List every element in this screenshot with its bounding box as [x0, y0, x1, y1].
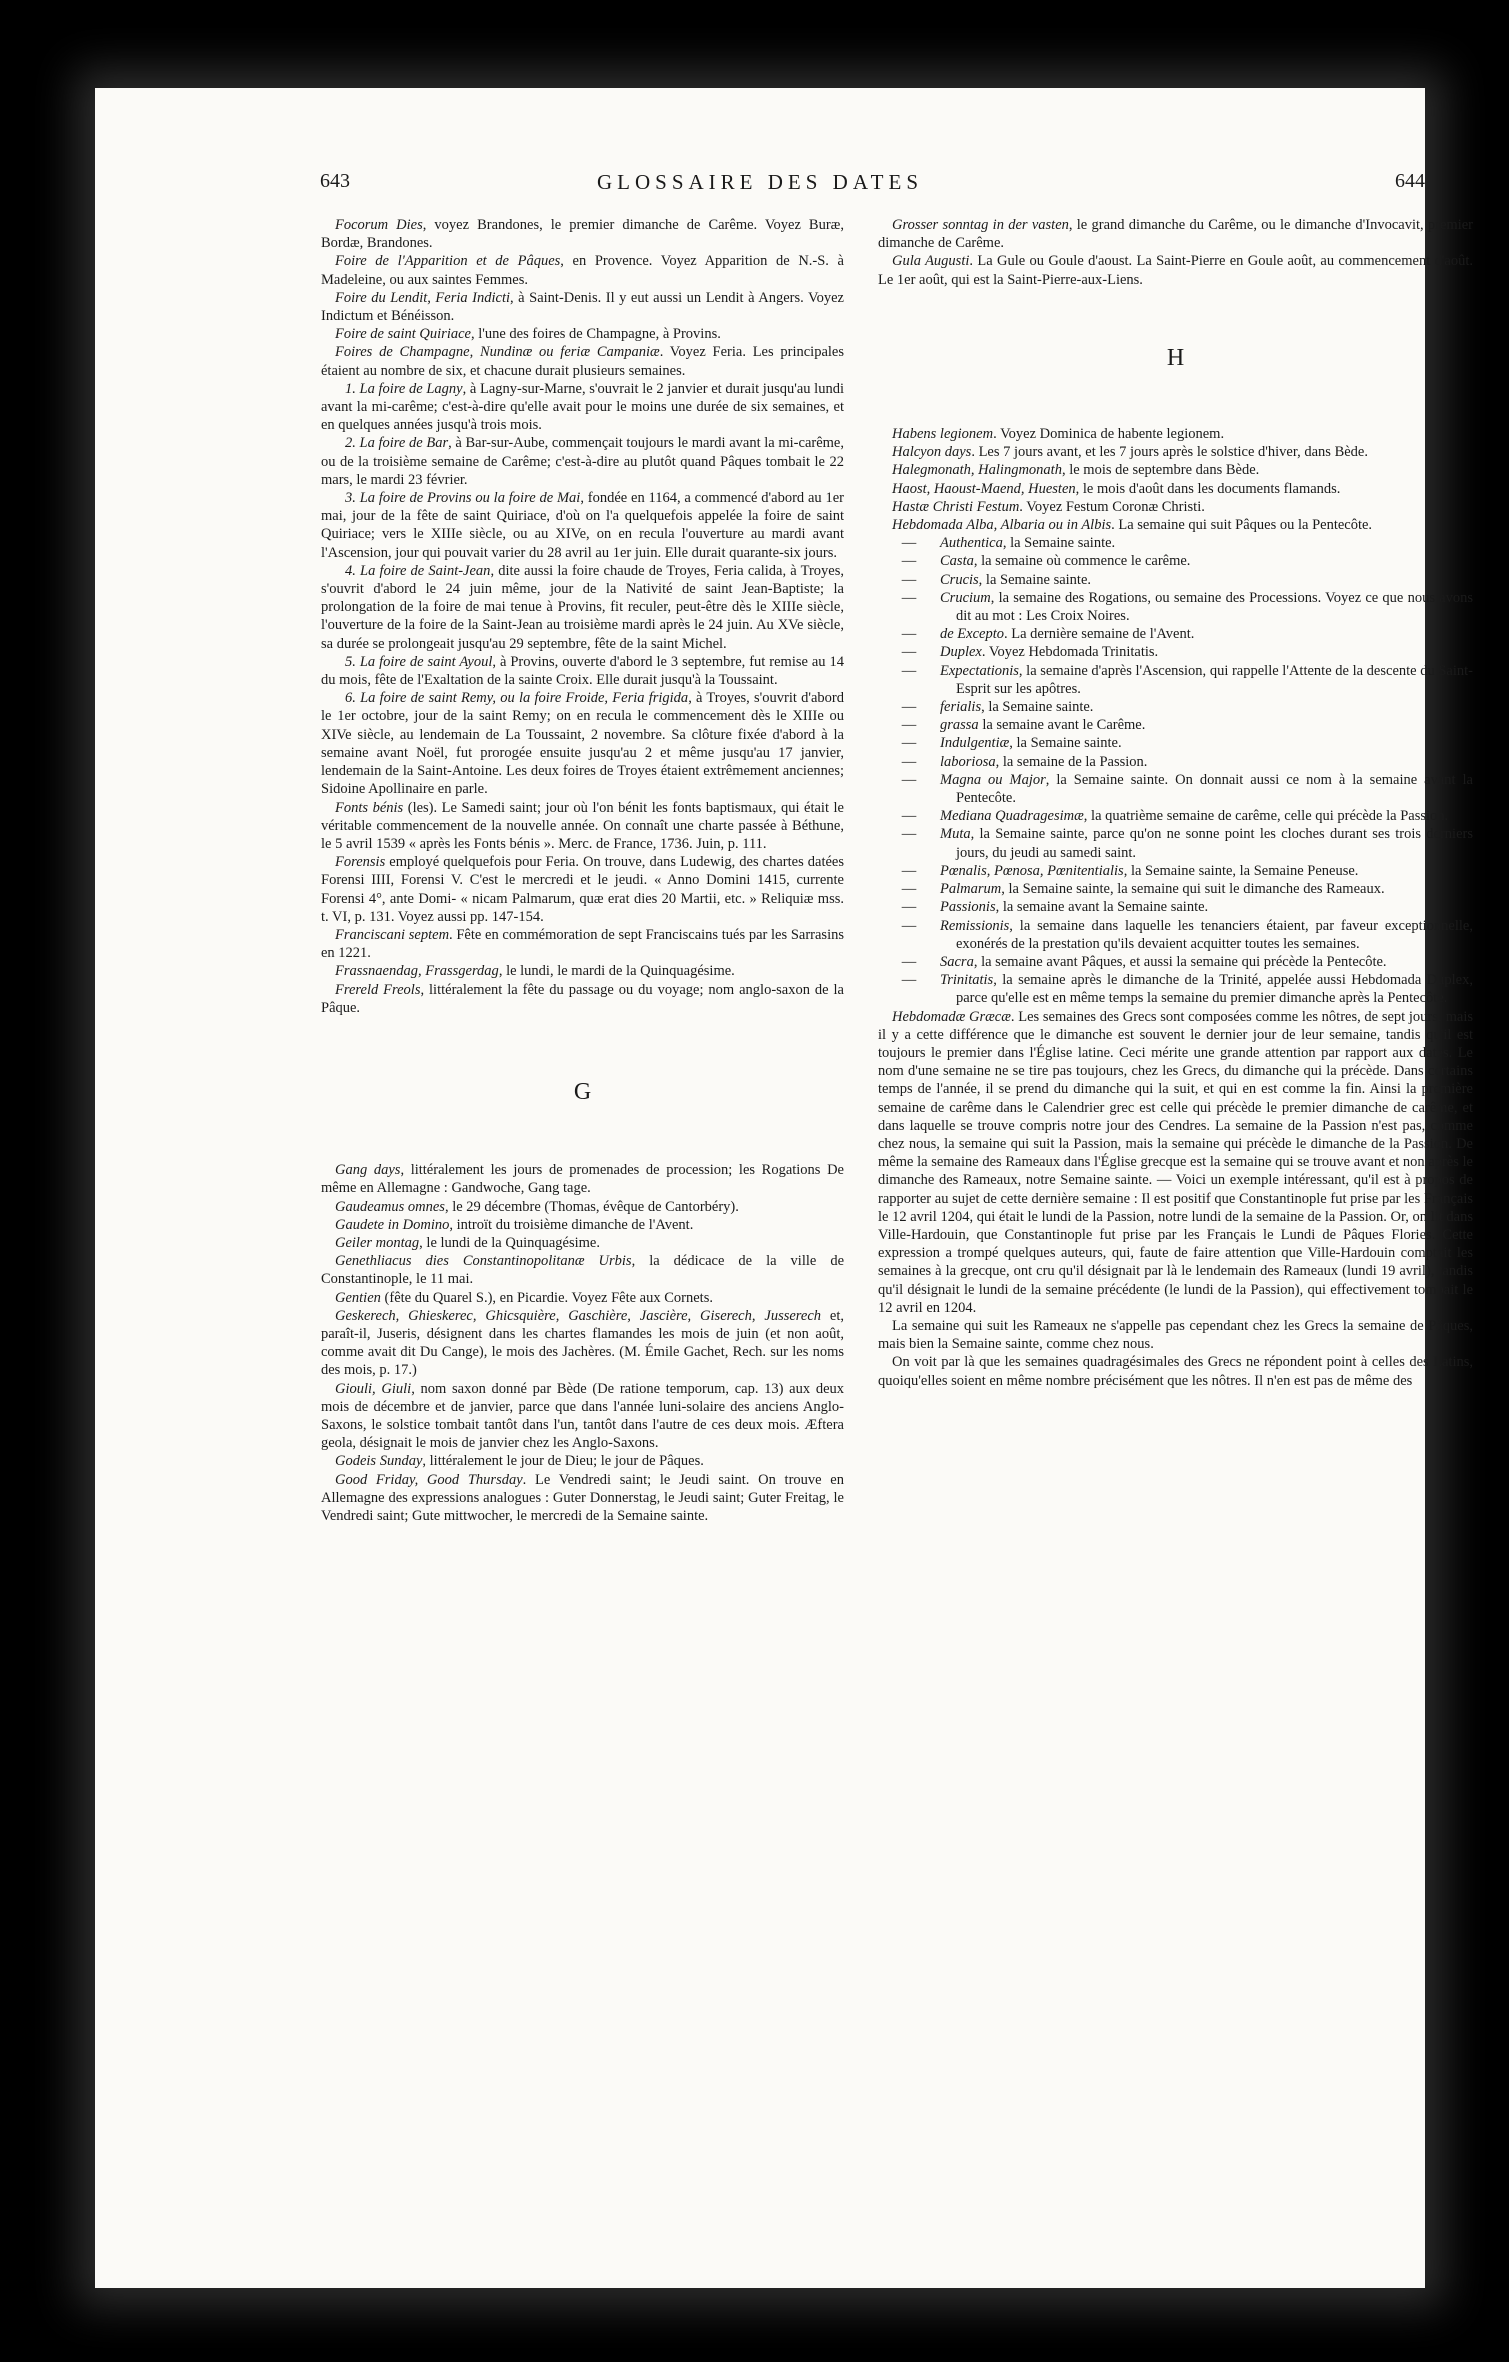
entry-term: Geskerech, Ghieskerec, Ghicsquière, Gaschière, Jascière, Giserech, Jusserech: [335, 1307, 822, 1324]
entry-hebdomadae-graecae: Hebdomadæ Græcæ. Les semaines des Grecs sont composées comme les nôtres, de sept jours; mais il y a cette différence que le dimanche est souvent le dernier jour de leur semaine, tandis qu'il est toujours le premier dans l'Église latine. Ceci mérite une grande attention par rapport aux dates. Le nom d'une semaine ne se tire pas toujours, chez les Grecs, du dimanche qui la précède. Dans certains temps de l'année, il se prend du dimanche qui la suit, et qui en est comme la fin. Ainsi la première semaine de carême dans le Calendrier grec est celle qui précède le premier dimanche de carême, et dans laquelle se trouve compris notre jour des Cendres. La semaine de la Passion n'est pas, comme chez nous, la semaine qui suit la Passion, mais la semaine qui précède le dimanche de la Passion. De même la semaine des Rameaux dans l'Église grecque est la semaine qui se trouve avant et non après le dimanche des Rameaux, notre Semaine sainte. — Voici un exemple intéressant, qu'il est à propos de rapporter au sujet de cette dernière semaine : Il est positif que Constantinople fut prise par les Français le 12 avril 1204, qui était le lundi de la Passion, notre lundi de la semaine de la Passion. Or, on lit dans Ville-Hardouin, que Constantinople fut prise par les Français le Lundi de Pâques Flories. Cette expression a trompé quelques auteurs, qui, faute de faire attention que Ville-Hardouin comptait les semaines à la grecque, ont cru qu'il désignait par là le lendemain des Rameaux (lundi 19 avril), tandis qu'il désignait le lundi de la semaine précédente (le lundi de la Passion), qui effectivement tombait le 12 avril en 1204.: [878, 1008, 1473, 1316]
paragraph-final: On voit par là que les semaines quadragésimales des Grecs ne répondent point à celles des Latins, quoiqu'elles soient en même nombre précisément que les nôtres. Il n'en est pas de même des: [878, 1354, 1473, 1389]
dash-marker: —: [901, 626, 917, 643]
entry-term: Hebdomada Alba, Albaria ou in Albis: [892, 517, 1112, 534]
hebdomada-item-text: Muta, la Semaine sainte, parce qu'on ne sonne point les cloches durant ses trois derniers jours, du jeudi au samedi saint.: [940, 826, 1473, 861]
entry-definition: , à Lagny-sur-Marne, s'ouvrait le 2 janvier et durait jusqu'au lundi avant la mi-carême; c'est-à-dire qu'elle avait pour le moins une durée de six semaines, et en quelques années jusqu'à trois mois.: [321, 380, 844, 434]
dictionary-entry: [321, 1307, 844, 1380]
entries-f-group: [321, 216, 844, 380]
dash-marker: —: [901, 917, 917, 934]
entry-definition: . Les 7 jours avant, et les 7 jours après le solstice d'hiver, dans Bède.: [971, 444, 1368, 461]
dictionary-entry: [321, 653, 844, 689]
entry-definition: , à Troyes, s'ouvrit d'abord le 1er octobre, jour de la saint Remy; on en recula le commencement dès le XIIIe ou XIVe siècle, au lendemain de La Toussaint, 2 novembre. Sa clôture fixée d'abord à la semaine avant Noël, fut prorogée ensuite jusqu'au 2 et même jusqu'au 17 janvier, lendemain de la Saint-Antoine. Les deux foires de Troyes étaient extrêmement anciennes; Sidoine Apollinaire en parle.: [321, 690, 844, 798]
dictionary-entry: [321, 1161, 844, 1197]
dash-marker: —: [901, 881, 917, 898]
entry-definition: (les). Le Samedi saint; jour où l'on bénit les fonts baptismaux, qui était le véritable commencement de la nouvelle année. On connaît une charte passée à Béthune, le 5 avril 1539 « après les Fonts bénis ». Merc. de France, 1736. Juin, p. 111.: [321, 799, 844, 852]
entry-term: Halegmonath, Halingmonath: [892, 462, 1062, 479]
entry-definition: , dite aussi la foire chaude de Troyes, Feria calida, à Troyes, s'ouvrit d'abord le 24 juin même, jour de la Nativité de saint Jean-Baptiste; la prolongation de la foire de mai tenue à Provins, fit reculer, peut-être dès le XIIIe siècle, l'ouverture de la foire de la Saint-Jean au troisième mardi après le 24 juin. Au XVe siècle, sa durée se prolongeait jusqu'au 29 septembre, fête de la saint Michel.: [321, 562, 845, 652]
hebdomada-item: [878, 534, 1473, 552]
entry-definition: , le lundi de la Quinquagésime.: [419, 1234, 600, 1251]
entry-term: Habens legionem: [892, 426, 994, 443]
dictionary-entry: [321, 799, 844, 854]
dictionary-entry: [321, 689, 844, 798]
entry-term: Haost, Haoust-Maend, Huesten: [892, 480, 1076, 497]
entries-h-group: [878, 425, 1473, 534]
entry-term: Frassnaendag, Frassgerdag: [335, 963, 499, 980]
dictionary-entry: [321, 1234, 844, 1252]
dictionary-entry: [321, 1198, 844, 1216]
entry-term: Grosser sonntag in der vasten: [892, 217, 1069, 233]
dictionary-entry: [878, 480, 1473, 498]
section-heading-h: H: [1166, 344, 1185, 371]
left-page-number: 643: [320, 170, 350, 192]
dictionary-entry: [878, 252, 1473, 288]
dictionary-entry: [321, 1452, 844, 1470]
hebdomada-item-text: Passionis, la semaine avant la Semaine sainte.: [940, 899, 1209, 916]
dash-marker: —: [901, 862, 917, 879]
entry-term: Frereld Freols: [335, 981, 421, 998]
entries-g-continued: [878, 216, 1473, 289]
hebdomada-item-text: Magna ou Major, la Semaine sainte. On donnait aussi ce nom à la semaine avant la Pentecôte.: [940, 771, 1473, 807]
hebdomada-item-text: laboriosa, la semaine de la Passion.: [940, 753, 1148, 770]
dictionary-entry: [878, 461, 1473, 479]
hebdomada-item: [878, 716, 1473, 734]
hebdomada-sublist: [878, 534, 1473, 1007]
dictionary-entry: [321, 562, 844, 653]
hebdomada-item-text: Crucis, la Semaine sainte.: [940, 571, 1092, 588]
right-column: [878, 216, 1473, 1390]
entries-g-group: [321, 1161, 844, 1525]
dictionary-entry: [321, 1471, 844, 1526]
book-page: [95, 88, 1474, 2288]
dash-marker: —: [901, 735, 917, 752]
dash-marker: —: [901, 553, 917, 570]
dash-marker: —: [901, 535, 917, 552]
dictionary-entry: [321, 252, 844, 288]
hebdomada-item-text: Duplex. Voyez Hebdomada Trinitatis.: [940, 644, 1159, 661]
hebdomada-item: [878, 625, 1473, 643]
entry-definition: , en Provence. Voyez Apparition de N.-S. à Madeleine, ou aux saintes Femmes.: [321, 253, 844, 288]
right-page-number: 644: [1395, 170, 1425, 192]
dash-marker: —: [901, 808, 917, 825]
dictionary-entry: [321, 1252, 844, 1288]
left-column: [321, 216, 844, 1525]
hebdomada-item-text: ferialis, la Semaine sainte.: [940, 699, 1094, 716]
hebdomada-item: [878, 589, 1473, 625]
dictionary-entry: [321, 853, 844, 926]
dash-marker: —: [901, 644, 917, 661]
entry-term: Fonts bénis: [335, 799, 404, 816]
hebdomada-item: [878, 917, 1473, 953]
entry-definition: . Voyez Dominica de habente legionem.: [993, 426, 1225, 443]
dash-marker: —: [901, 899, 917, 916]
entries-f-continued: [321, 799, 844, 1017]
entry-term: Foire de saint Quiriace: [335, 326, 471, 343]
section-heading-g: G: [573, 1078, 592, 1105]
hebdomada-item-text: Pœnalis, Pœnosa, Pœnitentialis, la Semaine sainte, la Semaine Peneuse.: [940, 862, 1359, 879]
entry-definition: , le grand dimanche du Carême, ou le dimanche d'Invocavit, premier dimanche de Carême.: [878, 217, 1473, 252]
entry-definition: , fondée en 1164, a commencé d'abord au 1er mai, jour de la fête de saint Quiriace, d'où on l'a quelquefois appelée la foire de saint Quiriace; vers le XIIIe siècle, ou au XIVe, on en recula l'ouverture au mardi avant l'Ascension, jour qui pouvait varier du 28 avril au 1er juin. Elle durait quarante-six jours.: [321, 490, 844, 561]
dictionary-entry: [321, 289, 844, 325]
hebdomada-item-text: Crucium, la semaine des Rogations, ou semaine des Processions. Voyez ce que nous avons dit au mot : Les Croix Noires.: [940, 589, 1473, 625]
entry-definition: , littéralement le jour de Dieu; le jour de Pâques.: [422, 1453, 704, 1470]
dash-marker: —: [901, 753, 917, 770]
entry-term: Good Friday, Good Thursday: [335, 1471, 523, 1488]
entry-definition: , la dédicace de la ville de Constantinople, le 11 mai.: [321, 1253, 845, 1288]
entry-term: Foire de l'Apparition et de Pâques: [335, 253, 561, 270]
hebdomada-item: [878, 971, 1473, 1007]
dash-marker: —: [901, 953, 917, 970]
entry-definition: . La semaine qui suit Pâques ou la Pentecôte.: [1111, 517, 1373, 534]
entry-term: Genethliacus dies Constantinopolitanæ Urbis: [335, 1253, 632, 1270]
hebdomada-item: [878, 643, 1473, 661]
entry-definition: . Voyez Feria. Les principales étaient au nombre de six, et chacune durait plusieurs semaines.: [321, 344, 844, 379]
entry-term: 2. La foire de Bar: [345, 435, 449, 452]
entry-term: Focorum Dies: [335, 217, 423, 233]
dash-marker: —: [901, 826, 917, 843]
dictionary-entry: [321, 1216, 844, 1234]
dictionary-entry: [321, 1380, 844, 1453]
paragraph-rameaux: La semaine qui suit les Rameaux ne s'appelle pas cependant chez les Grecs la semaine de Pâques, mais bien la Semaine sainte, comme chez nous.: [878, 1317, 1473, 1353]
dictionary-entry: [321, 489, 844, 562]
hebdomada-item: [878, 880, 1473, 898]
entry-definition: employé quelquefois pour Feria. On trouve, dans Ludewig, des chartes datées Forensi IIII, Forensi V. C'est le mercredi et le jeudi. « Anno Domini 1415, currente Forensi 4°, ante Domi- « nicam Palmarum, quæ erat dies 20 Martii, etc. » Reliquiæ mss. t. VI, p. 131. Voyez aussi pp. 147-154.: [321, 854, 844, 925]
entry-definition: , le 29 décembre (Thomas, évêque de Cantorbéry).: [444, 1198, 739, 1215]
dash-marker: —: [901, 717, 917, 734]
dictionary-entry: [321, 1289, 844, 1307]
entry-term: 5. La foire de saint Ayoul: [345, 653, 493, 670]
entry-definition: , littéralement les jours de promenades de procession; les Rogations De même en Allemagne : Gandwoche, Gang tage.: [321, 1162, 844, 1197]
hebdomada-item: [878, 698, 1473, 716]
entry-term: Foires de Champagne, Nundinæ ou feriæ Campaniæ: [335, 344, 660, 361]
hebdomada-item: [878, 552, 1473, 570]
dictionary-entry: [321, 962, 844, 980]
dictionary-entry: [321, 325, 844, 343]
entry-definition: . Fête en commémoration de sept Franciscains tués par les Sarrasins en 1221.: [321, 926, 844, 962]
dash-marker: —: [901, 699, 917, 716]
dictionary-entry: [321, 216, 844, 252]
hebdomada-item-text: Indulgentiæ, la Semaine sainte.: [940, 735, 1122, 752]
entry-definition: , voyez Brandones, le premier dimanche de Carême. Voyez Buræ, Bordæ, Brandones.: [321, 217, 844, 252]
hebdomada-item-text: Palmarum, la Semaine sainte, la semaine qui suit le dimanche des Rameaux.: [940, 881, 1385, 898]
entry-term: Franciscani septem: [335, 926, 450, 943]
hebdomada-item: [878, 753, 1473, 771]
entry-term: Hastæ Christi Festum: [892, 498, 1020, 515]
dash-marker: —: [901, 571, 917, 588]
entry-term: Godeis Sunday: [335, 1453, 423, 1470]
dictionary-entry: [321, 343, 844, 379]
hebdomada-item-text: Sacra, la semaine avant Pâques, et aussi la semaine qui précède la Pentecôte.: [940, 953, 1387, 970]
entry-term: Gaudete in Domino: [335, 1216, 450, 1233]
entry-term: Gentien: [335, 1289, 381, 1306]
dictionary-entry: [878, 498, 1473, 516]
hebdomada-item-text: de Excepto. La dernière semaine de l'Avent.: [940, 626, 1195, 643]
hebdomada-item-text: Remissionis, la semaine dans laquelle les tenanciers étaient, par faveur exceptionnelle, exonérés de la prestation qu'ils devaient acquitter toutes les semaines.: [940, 917, 1473, 952]
entry-term: Foire du Lendit, Feria Indicti: [335, 289, 511, 306]
hebdomada-item-text: grassa la semaine avant le Carême.: [940, 717, 1146, 734]
hebdomada-item: [878, 825, 1473, 861]
entry-definition: , introït du troisième dimanche de l'Avent.: [449, 1216, 694, 1233]
hebdomada-item-text: Expectationis, la semaine d'après l'Ascension, qui rappelle l'Attente de la descente du Saint-Esprit sur les apôtres.: [940, 662, 1473, 697]
entry-definition: et, paraît-il, Juseris, désignent dans les chartes flamandes les mois de juin (et non août, comme avait dit Du Cange), le mois des Jachères. (M. Émile Gachet, Rech. sur les noms des mois, p. 17.): [321, 1307, 844, 1379]
dictionary-entry: [878, 425, 1473, 443]
running-title: GLOSSAIRE DES DATES: [596, 170, 924, 194]
hebdomada-item: [878, 898, 1473, 916]
entry-definition: , à Saint-Denis. Il y eut aussi un Lendit à Angers. Voyez Indictum et Bénéisson.: [321, 289, 844, 325]
dictionary-entry: [878, 216, 1473, 252]
entry-term: 1. La foire de Lagny: [345, 380, 463, 397]
entry-term: Geiler montag: [335, 1234, 420, 1251]
entry-definition: , nom saxon donné par Bède (De ratione temporum, cap. 13) aux deux mois de décembre et de janvier, parce que dans l'année luni-solaire des anciens Anglo-Saxons, le solstice tombait tantôt dans l'un, tantôt dans l'autre de ces deux mois. Æftera geola, désignait le mois de janvier chez les Anglo-Saxons.: [321, 1380, 845, 1452]
entry-definition: , l'une des foires de Champagne, à Provins.: [470, 326, 721, 343]
hebdomada-item: [878, 734, 1473, 752]
entry-definition: , à Bar-sur-Aube, commençait toujours le mardi avant la mi-carême, ou de la troisième semaine de Carême; c'est-à-dire au plutôt quand Pâques tombait le 22 mars, le mardi 23 février.: [321, 435, 844, 488]
hebdomada-item: [878, 571, 1473, 589]
entry-definition: , le lundi, le mardi de la Quinquagésime.: [498, 963, 735, 980]
fairs-list: [321, 380, 844, 799]
dictionary-entry: [321, 926, 844, 962]
dictionary-entry: [321, 380, 844, 435]
entry-definition: . Le Vendredi saint; le Jeudi saint. On trouve en Allemagne des expressions analogues : Guter Donnerstag, le Jeudi saint; Guter Freitag, le Vendredi saint; Gute mittwocher, le mercredi de la Semaine sainte.: [321, 1471, 844, 1524]
entry-definition: . La Gule ou Goule d'aoust. La Saint-Pierre en Goule août, au commencement d'août. Le 1er août, qui est la Saint-Pierre-aux-Liens.: [878, 253, 1474, 288]
hebdomada-item: [878, 807, 1473, 825]
entry-term: 4. La foire de Saint-Jean: [345, 562, 491, 579]
hebdomada-item: [878, 862, 1473, 880]
entry-term: Gang days: [335, 1162, 401, 1179]
entry-term: Gula Augusti: [892, 253, 970, 270]
entry-term: Forensis: [335, 854, 386, 871]
entry-definition: , à Provins, ouverte d'abord le 3 septembre, fut remise au 14 du mois, fête de l'Exaltation de la sainte Croix. Elle durait jusqu'à la Toussaint.: [321, 653, 844, 689]
entry-term: Gaudeamus omnes: [335, 1198, 445, 1215]
page-header: [95, 170, 1425, 200]
entry-term: Halcyon days: [892, 444, 972, 461]
dictionary-entry: [321, 434, 844, 489]
dictionary-entry: [878, 516, 1473, 534]
dash-marker: —: [901, 972, 917, 989]
entry-definition: (fête du Quarel S.), en Picardie. Voyez Fête aux Cornets.: [380, 1289, 713, 1306]
entry-definition: , littéralement la fête du passage ou du voyage; nom anglo-saxon de la Pâque.: [321, 981, 844, 1016]
dash-marker: —: [901, 662, 917, 679]
entry-term: Giouli, Giuli: [335, 1380, 412, 1397]
hebdomada-item: [878, 662, 1473, 698]
hebdomada-item-text: Mediana Quadragesimæ, la quatrième semaine de carême, celle qui précède la Passion.: [940, 808, 1449, 825]
dictionary-entry: [878, 443, 1473, 461]
dictionary-entry: [321, 981, 844, 1017]
entry-definition: , le mois de septembre dans Bède.: [1061, 462, 1260, 479]
entry-term: 6. La foire de saint Remy, ou la foire Froide, Feria frigida: [345, 690, 689, 707]
entry-definition: , le mois d'août dans les documents flamands.: [1075, 480, 1341, 497]
hebdomada-item-text: Casta, la semaine où commence le carême.: [940, 553, 1191, 570]
hebdomada-item: [878, 953, 1473, 971]
hebdomada-item-text: Authentica, la Semaine sainte.: [940, 535, 1116, 552]
entry-definition: . Voyez Festum Coronæ Christi.: [1019, 498, 1205, 515]
dash-marker: —: [901, 771, 917, 788]
hebdomada-item-text: Trinitatis, la semaine après le dimanche de la Trinité, appelée aussi Hebdomada Duplex, parce qu'elle est en même temps la semaine du premier dimanche après la Pentecôte.: [940, 972, 1473, 1007]
hebdomada-item: [878, 771, 1473, 807]
entry-term: 3. La foire de Provins ou la foire de Mai: [345, 490, 581, 507]
dash-marker: —: [901, 589, 917, 606]
